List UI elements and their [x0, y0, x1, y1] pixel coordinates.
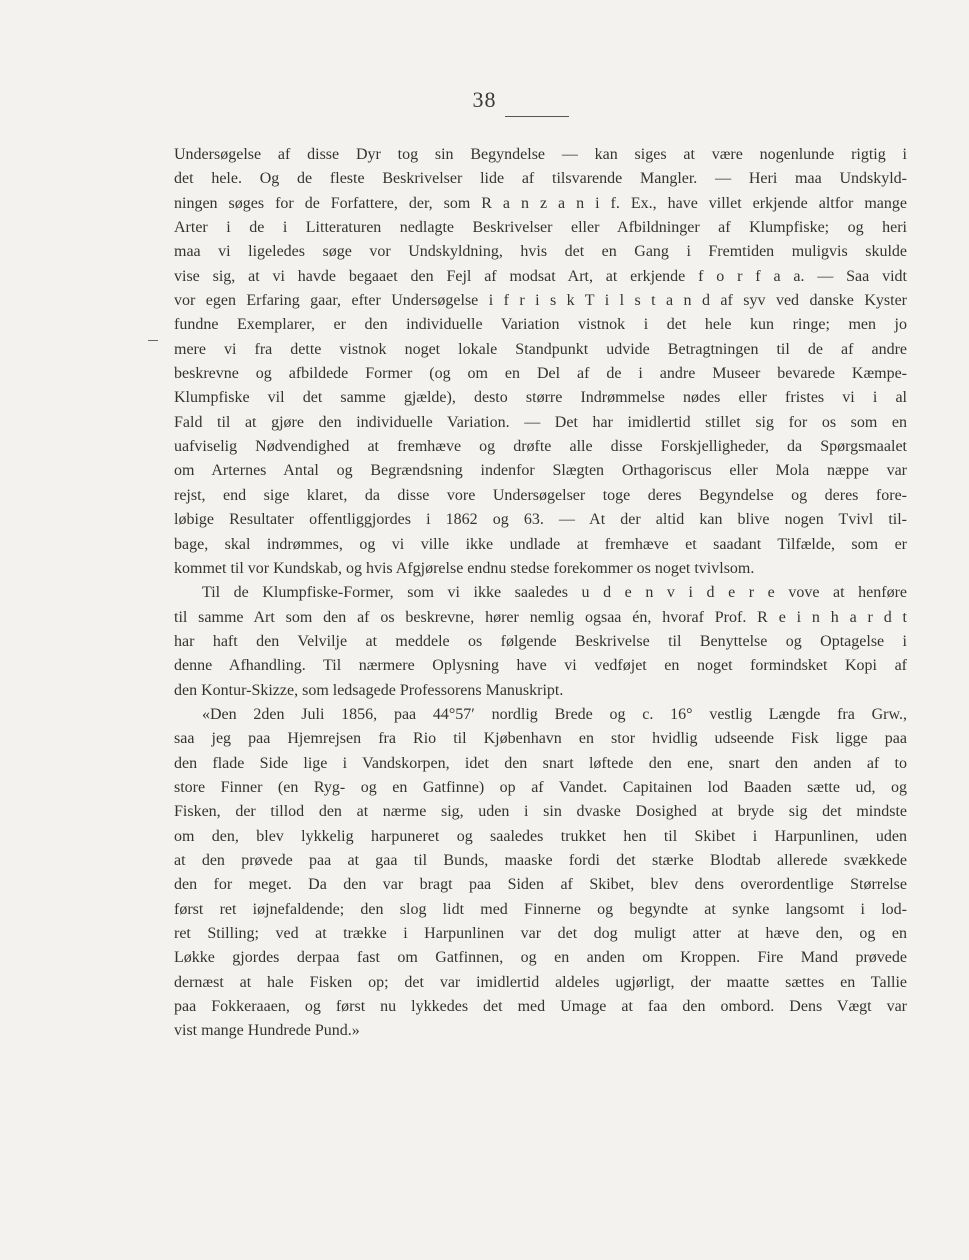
- text-line: beskrevne og afbildede Former (og om en Del af de i andre Museer bevarede Kæmpe-: [174, 365, 907, 383]
- text-line: den flade Side lige i Vandskorpen, idet den snart løftede den ene, snart den anden af to: [174, 754, 907, 772]
- text-line: denne Afhandling. Til nærmere Oplysning have vi vedføjet en noget formindsket Kopi af: [174, 657, 907, 675]
- text-line: har haft den Velvilje at meddele os følgende Beskrivelse til Benyttelse og Optagelse i: [174, 632, 907, 650]
- text-line: maa vi ligeledes søge vor Undskyldning, hvis det en Gang i Fremtiden muligvis skulde: [174, 243, 907, 261]
- text-line: kommet til vor Kundskab, og hvis Afgjørelse endnu stedse forekommer os noget tvivlsom.: [174, 559, 755, 577]
- text-line: at den prøvede paa at gaa til Bunds, maaske fordi det stærke Blodtab allerede svækkede: [174, 851, 907, 869]
- text-line: mere vi fra dette vistnok noget lokale Standpunkt udvide Betragtningen til de af andre: [174, 340, 907, 358]
- text-line: paa Fokkeraaen, og først nu lykkedes det med Umage at faa den ombord. Dens Vægt var: [174, 998, 907, 1016]
- text-line: «Den 2den Juli 1856, paa 44°57′ nordlig Brede og c. 16° vestlig Længde fra Grw.,: [202, 705, 907, 723]
- text-line: Arter i de i Litteraturen nedlagte Beskrivelser eller Afbildninger af Klumpfiske; og heri: [174, 219, 907, 237]
- text-line: vise sig, at vi havde begaaet den Fejl af modsat Art, at erkjende f o r f a a. — Saa vidt: [174, 267, 907, 285]
- text-line: vor egen Erfaring gaar, efter Undersøgelse i f r i s k T i l s t a n d af syv ved danske Kyster: [174, 292, 907, 310]
- text-line: til samme Art som den af os beskrevne, hører nemlig ogsaa én, hvoraf Prof. R e i n h a r d t: [174, 608, 907, 626]
- text-line: Undersøgelse af disse Dyr tog sin Begyndelse — kan siges at være nogenlunde rigtig i: [174, 146, 907, 163]
- text-line: vist mange Hundrede Pund.»: [174, 1022, 360, 1040]
- text-line: saa jeg paa Hjemrejsen fra Rio til Kjøbenhavn en stor hvidlig udseende Fisk ligge paa: [174, 730, 907, 748]
- body-text: [174, 143, 907, 1044]
- text-line: om den, blev lykkelig harpuneret og saaledes trukket hen til Skibet i Harpunlinen, uden: [174, 827, 907, 845]
- text-line: fundne Exemplarer, er den individuelle Variation vistnok i det hele kun ringe; men jo: [174, 316, 907, 334]
- text-line: store Finner (en Ryg- og en Gatfinne) op af Vandet. Capitainen lod Baaden sætte ud, og: [174, 778, 907, 796]
- text-line: løbige Resultater offentliggjordes i 1862 og 63. — At der altid kan blive nogen Tvivl til-: [174, 511, 907, 529]
- text-line: Til de Klumpfiske-Former, som vi ikke saaledes u d e n v i d e r e vove at henføre: [202, 584, 907, 602]
- text-line: den Kontur-Skizze, som ledsagede Professorens Manuskript.: [174, 681, 564, 699]
- text-line: Løkke gjordes derpaa fast om Gatfinnen, og en anden om Kroppen. Fire Mand prøvede: [174, 949, 907, 967]
- text-line: ningen søges for de Forfattere, der, som R a n z a n i f. Ex., have villet erkjende altfor mange: [174, 194, 907, 212]
- text-line: Klumpfiske vil det samme gjælde), desto større Indrømmelse nødes eller fristes vi i al: [174, 389, 907, 407]
- page-number: 38: [472, 87, 497, 112]
- text-line: Fald til at gjøre den individuelle Variation. — Det har imidlertid stillet sig for os som en: [174, 413, 907, 431]
- text-line: om Arternes Antal og Begrændsning indenfor Slægten Orthagoriscus eller Mola næppe var: [174, 462, 907, 480]
- text-line: uafviselig Nødvendighed at fremhæve og drøfte alle disse Forskjelligheder, da Spørgsmaalet: [174, 438, 907, 456]
- text-line: først ret iøjnefaldende; den slog lidt med Finnerne og begyndte at synke langsomt i lod-: [174, 900, 907, 918]
- text-line: det hele. Og de fleste Beskrivelser lide af tilsvarende Mangler. — Heri maa Undskyld-: [174, 170, 907, 188]
- text-line: den for meget. Da den var bragt paa Siden af Skibet, blev dens overordentlige Størrelse: [174, 876, 907, 894]
- text-line: dernæst at hale Fisken op; det var imidlertid aldeles ugjørligt, der maatte sættes en Tallie: [174, 973, 907, 991]
- text-line: Fisken, der tillod den at nærme sig, uden i sin dvaske Dosighed at bryde sig det mindste: [174, 803, 907, 821]
- margin-mark: [148, 340, 158, 341]
- text-line: ret Stilling; ved at trække i Harpunlinen var det dog muligt atter at hæve den, og en: [174, 925, 907, 942]
- text-line: rejst, end sige klaret, da disse vore Undersøgelser toge deres Begyndelse og deres fore-: [174, 486, 907, 504]
- page-number-rule: [505, 116, 569, 117]
- text-line: bage, skal indrømmes, og vi ville ikke undlade at fremhæve et saadant Tilfælde, som er: [174, 535, 907, 553]
